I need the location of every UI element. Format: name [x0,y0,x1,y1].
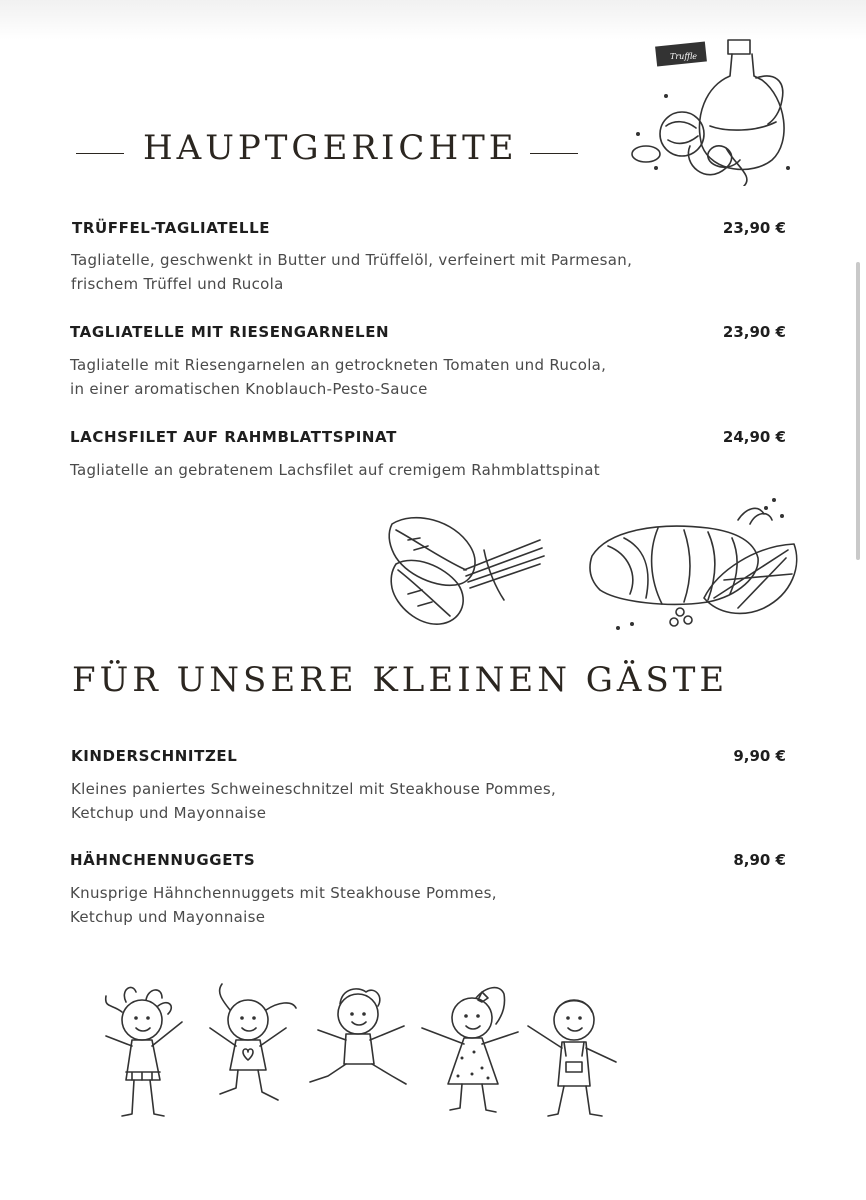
description-line: Ketchup und Mayonnaise [71,804,267,822]
menu-item-name: LACHSFILET AUF RAHMBLATTSPINAT [70,428,397,446]
kids-illustration-icon [96,976,626,1126]
title-rule-right [530,153,578,154]
scrollbar[interactable] [856,262,860,560]
description-line: frischem Trüffel und Rucola [71,275,284,293]
kid-2 [210,984,296,1100]
top-shade [0,0,866,40]
title-rule-left [76,153,124,154]
kid-3 [310,989,406,1084]
section-title-kids: FÜR UNSERE KLEINEN GÄSTE [72,660,729,700]
spinach-illustration-icon [384,510,548,632]
description-line: Tagliatelle, geschwenkt in Butter und Trüffelöl, verfeinert mit Parmesan, [71,251,633,269]
menu-item-description [70,353,710,401]
description-line: Kleines paniertes Schweineschnitzel mit Steakhouse Pommes, [71,780,557,798]
menu-item-name: TAGLIATELLE MIT RIESENGARNELEN [70,323,390,341]
menu-item-price: 24,90 € [722,428,786,446]
menu-item-name: TRÜFFEL-TAGLIATELLE [72,219,271,237]
menu-item-name: HÄHNCHENNUGGETS [70,851,256,869]
description-line: Tagliatelle mit Riesengarnelen an getrockneten Tomaten und Rucola, [70,356,607,374]
menu-item-price: 9,90 € [733,747,786,765]
menu-item-name: KINDERSCHNITZEL [71,747,238,765]
truffle-oil-illustration-icon [626,36,806,186]
salmon-illustration-icon [588,494,804,638]
menu-item-description [70,881,710,929]
menu-item-description [71,248,711,296]
kid-4 [422,988,518,1112]
menu-item-description [71,777,711,825]
description-line: Ketchup und Mayonnaise [70,908,266,926]
description-line: in einer aromatischen Knoblauch-Pesto-Sauce [70,380,428,398]
truffle-label: Truffle [670,52,697,61]
section-title-main: HAUPTGERICHTE [143,128,518,168]
kid-5 [528,1000,616,1116]
menu-item-price: 23,90 € [722,323,786,341]
menu-item-price: 8,90 € [733,851,786,869]
description-line: Tagliatelle an gebratenem Lachsfilet auf cremigem Rahmblattspinat [70,461,600,479]
kid-1 [106,987,182,1116]
menu-item-description [70,458,710,482]
menu-item-price: 23,90 € [722,219,786,237]
description-line: Knusprige Hähnchennuggets mit Steakhouse Pommes, [70,884,497,902]
